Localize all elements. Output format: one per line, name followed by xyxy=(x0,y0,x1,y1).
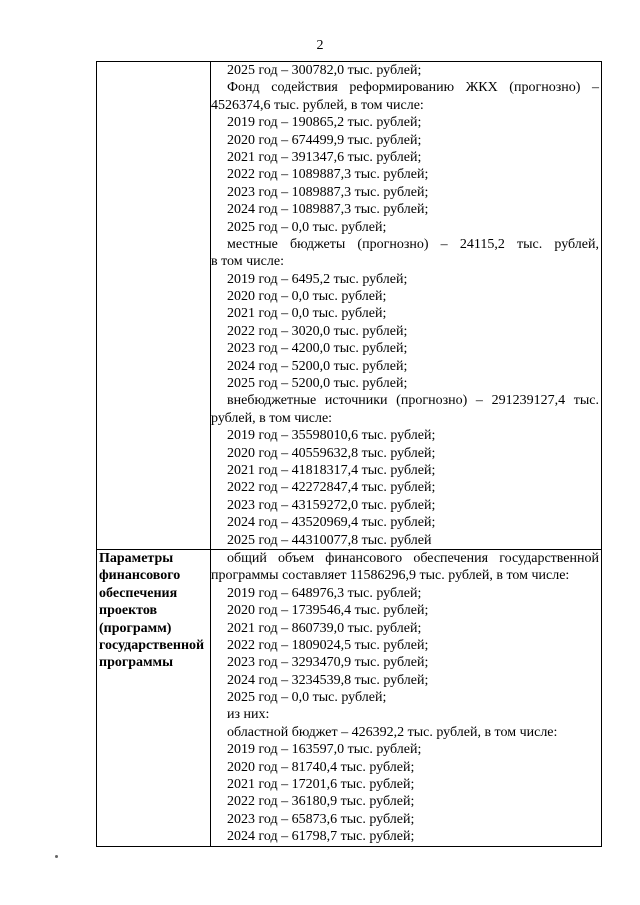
row2-label xyxy=(97,550,210,672)
text-line: 2019 год – 190865,2 тыс. рублей; xyxy=(227,115,422,131)
text-line: рублей, в том числе: xyxy=(211,410,333,426)
scan-mark xyxy=(55,855,58,858)
text-line: местные бюджеты (прогнозно) – 24115,2 тыс. рублей, xyxy=(227,236,599,252)
label-line: (программ) xyxy=(99,620,172,636)
text-line: 2025 год – 44310077,8 тыс. рублей xyxy=(227,532,432,548)
text-line: 2024 год – 43520969,4 тыс. рублей; xyxy=(227,515,436,531)
text-line: 2019 год – 163597,0 тыс. рублей; xyxy=(227,742,422,758)
text-line: 2021 год – 41818317,4 тыс. рублей; xyxy=(227,462,436,478)
page-number: 2 xyxy=(316,38,324,53)
text-line: 2019 год – 648976,3 тыс. рублей; xyxy=(227,585,422,601)
text-line: областной бюджет – 426392,2 тыс. рублей, в том числе: xyxy=(227,724,558,740)
table-row xyxy=(97,549,602,846)
text-line: 2023 год – 3293470,9 тыс. рублей; xyxy=(227,655,429,671)
row2-lines xyxy=(211,550,601,846)
row1-lines xyxy=(211,62,601,549)
label-line: программы xyxy=(99,655,173,671)
row1-label-cell xyxy=(97,62,211,550)
text-line: 2024 год – 61798,7 тыс. рублей; xyxy=(227,829,415,845)
label-line: обеспечения xyxy=(99,585,178,601)
text-line: общий объем финансового обеспечения государственной xyxy=(227,550,599,566)
text-line: 2022 год – 3020,0 тыс. рублей; xyxy=(227,323,408,339)
text-line: 2025 год – 0,0 тыс. рублей; xyxy=(227,690,387,706)
row2-value-cell xyxy=(211,549,602,846)
text-line: 2024 год – 1089887,3 тыс. рублей; xyxy=(227,202,429,218)
label-line: финансового xyxy=(99,568,181,584)
label-line: проектов xyxy=(99,603,158,619)
text-line: 2024 год – 3234539,8 тыс. рублей; xyxy=(227,672,429,688)
text-line: 2021 год – 0,0 тыс. рублей; xyxy=(227,306,387,322)
row1-value-cell xyxy=(211,62,602,550)
row2-label-cell xyxy=(97,549,211,846)
text-line: 2020 год – 674499,9 тыс. рублей; xyxy=(227,132,422,148)
text-line: 2022 год – 36180,9 тыс. рублей; xyxy=(227,794,415,810)
text-line: 2022 год – 1809024,5 тыс. рублей; xyxy=(227,637,429,653)
label-line: Параметры xyxy=(99,550,174,566)
text-line: 2021 год – 860739,0 тыс. рублей; xyxy=(227,620,422,636)
label-line: государственной xyxy=(99,637,205,653)
text-line: 2025 год – 300782,0 тыс. рублей; xyxy=(227,63,422,78)
text-line: 2021 год – 391347,6 тыс. рублей; xyxy=(227,149,422,165)
text-line: 2021 год – 17201,6 тыс. рублей; xyxy=(227,777,415,793)
text-line: программы составляет 11586296,9 тыс. рублей, в том числе: xyxy=(211,568,570,584)
text-line: 2022 год – 42272847,4 тыс. рублей; xyxy=(227,480,436,496)
text-line: 2020 год – 0,0 тыс. рублей; xyxy=(227,289,387,305)
text-line: 2020 год – 40559632,8 тыс. рублей; xyxy=(227,445,436,461)
text-line: 2019 год – 6495,2 тыс. рублей; xyxy=(227,271,408,287)
text-line: 2024 год – 5200,0 тыс. рублей; xyxy=(227,358,408,374)
text-line: 4526374,6 тыс. рублей, в том числе: xyxy=(211,97,424,113)
text-line: 2023 год – 65873,6 тыс. рублей; xyxy=(227,811,415,827)
text-line: 2025 год – 5200,0 тыс. рублей; xyxy=(227,376,408,392)
text-line: 2020 год – 81740,4 тыс. рублей; xyxy=(227,759,415,775)
text-line: 2023 год – 43159272,0 тыс. рублей; xyxy=(227,497,436,513)
text-line: Фонд содействия реформированию ЖКХ (прогнозно) – xyxy=(227,80,599,96)
text-line: 2023 год – 4200,0 тыс. рублей; xyxy=(227,341,408,357)
text-line: 2023 год – 1089887,3 тыс. рублей; xyxy=(227,184,429,200)
text-line: внебюджетные источники (прогнозно) – 291239127,4 тыс. xyxy=(227,393,599,409)
text-line: в том числе: xyxy=(211,254,284,270)
text-line: 2025 год – 0,0 тыс. рублей; xyxy=(227,219,387,235)
text-line: 2019 год – 35598010,6 тыс. рублей; xyxy=(227,428,436,444)
text-line: 2020 год – 1739546,4 тыс. рублей; xyxy=(227,603,429,619)
text-line: 2022 год – 1089887,3 тыс. рублей; xyxy=(227,167,429,183)
text-line: из них: xyxy=(227,707,270,723)
table-row xyxy=(97,62,602,550)
passport-table xyxy=(96,61,602,847)
